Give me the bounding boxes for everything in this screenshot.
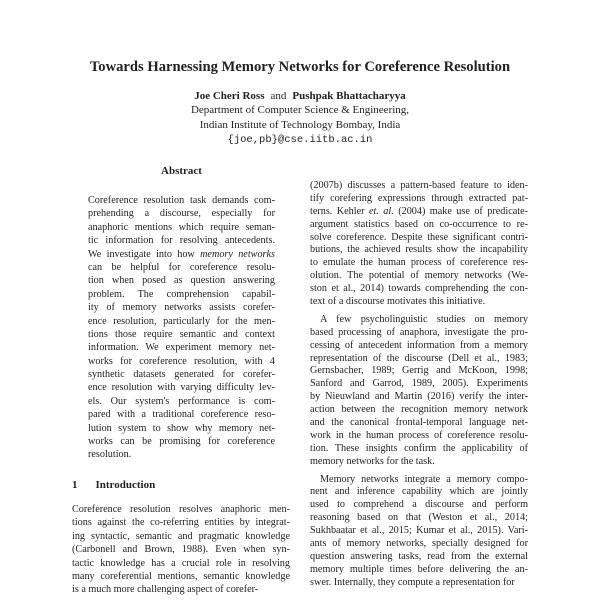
text-segment: can be helpful for coreference resolu- [88,261,275,273]
text-segment: question answering tasks, read from the external [310,550,528,562]
text-line [72,516,290,529]
text-segment: ston et al., 2014) towards comprehending the con- [310,283,528,295]
text-segment: butions, the achieved results show the incapability [310,244,528,256]
text-segment: Memory networks integrate a memory compo- [320,473,528,485]
text-segment: cessing of antecedent information from a memory [310,339,528,351]
text-line [72,503,290,516]
author-name: Joe Cheri Ross [194,90,265,102]
text-segment: A few psycholinguistic studies on memory [320,313,528,325]
text-line [88,274,275,287]
text-segment: Sukhbaatar et al., 2015; Kumar et al., 2015). Vari- [310,525,528,537]
section-number: 1 [72,479,78,491]
text-line [88,448,275,461]
text-line [88,341,275,354]
text-segment: memory networks for the task. [310,455,435,467]
text-line [88,301,275,314]
text-line [88,221,275,234]
text-line [88,368,275,381]
text-segment: lution system to show why memory net- [88,422,275,434]
text-line [310,365,528,378]
text-line [310,232,528,245]
text-segment: and the canonical frontal-temporal language net- [310,417,528,429]
text-segment: works for coreference resolution, with 4 [88,355,275,367]
text-segment: (2004) make use of predicate- [393,205,528,217]
text-line [88,355,275,368]
introduction-left-column [72,503,290,601]
affiliation-department: Department of Computer Science & Engineering, [190,104,410,116]
text-segment: memory multiple times before delivering the an- [310,563,528,575]
text-segment: used to comprehend a discourse and perform [310,499,528,511]
italic-text: memory networks [200,248,275,260]
text-segment: synthetic datasets generated for corefer- [88,369,275,381]
text-segment: terns. Kehler [310,205,369,217]
text-segment: ence resolution with varying difficulty lev- [88,382,275,394]
text-segment: pared with a traditional coreference reso- [88,409,275,421]
text-line [310,391,528,404]
text-line [310,257,528,270]
text-line [310,456,528,469]
italic-text: et. al. [368,205,394,217]
text-line [310,378,528,391]
text-segment: representation of the discourse (Dell et al., 1983; [310,352,528,364]
text-segment: We investigate into how [88,248,201,260]
text-line [88,408,275,421]
text-segment: by Nieuwland and Martin (2016) verify the inter- [310,391,528,403]
text-line [310,474,528,487]
text-line [72,557,290,570]
text-line [310,180,528,193]
text-segment: ing syntactic, semantic and pragmatic knowledge [72,530,290,542]
paper-title: Towards Harnessing Memory Networks for Coreference Resolution [89,59,511,75]
text-segment: argument statistics based on co-occurrence to re- [310,218,528,230]
author-name: Pushpak Bhattacharyya [292,90,406,102]
paragraph [72,503,290,597]
text-line [310,499,528,512]
text-line [310,314,528,327]
text-segment: ity of memory networks assists corefer- [88,302,275,314]
text-line [310,283,528,296]
section-heading-introduction [72,479,155,491]
text-segment: tion. These insights confirm the applicability of [310,442,528,454]
text-segment: action between the recognition memory network [310,404,528,416]
abstract-body [88,194,275,466]
text-line [88,288,275,301]
text-segment: Sanford and Garrod, 1989, 2005). Experiments [310,378,528,390]
text-segment: solve coreference. Despite these significant contri- [310,231,528,243]
authors [0,90,600,102]
text-line [310,353,528,366]
text-line [310,206,528,219]
text-line [88,234,275,247]
text-line [72,530,290,543]
text-line [310,525,528,538]
text-segment: work in the human process of coreference resolu- [310,429,528,441]
text-line [88,395,275,408]
text-line [310,486,528,499]
text-segment: anaphoric mentions which require seman- [88,221,275,233]
text-segment: tactic knowledge has a crucial role in resolving [72,557,290,569]
text-segment: swer. Internally, they compute a representation for [310,576,515,588]
text-segment: works can be promising for coreference [88,436,275,448]
text-segment: tion when posed as question answering [88,275,275,287]
text-line [88,422,275,435]
text-segment: Gernsbacher, 1989; Gerrig and McKoon, 1998; [310,365,528,377]
text-line [310,577,528,590]
text-line [310,404,528,417]
text-segment: Coreference resolution resolves anaphoric men- [72,504,290,515]
text-segment: many coreferential mentions, semantic knowledge [72,570,290,582]
text-line [310,193,528,206]
text-line [310,340,528,353]
text-line [310,430,528,443]
author-email: {joe,pb}@cse.iitb.ac.in [227,134,373,146]
section-title: Introduction [95,479,156,491]
text-segment: reasoning based on that (Weston et al., 2014; [310,512,528,524]
text-line [310,512,528,525]
text-line [310,270,528,283]
paragraph [88,194,275,462]
affiliation-institute: Indian Institute of Technology Bombay, India [199,119,401,131]
text-segment: tions against the co-referring entities by integrat- [72,517,290,529]
text-line [310,296,528,309]
text-line [310,538,528,551]
text-segment: els. Our system's performance is com- [88,395,275,407]
text-segment: ants of memory networks, specially designed for [310,538,528,550]
text-line [310,219,528,232]
paragraph [310,474,528,590]
text-line [88,315,275,328]
text-line [310,417,528,430]
text-segment: tions those require semantic and context [88,328,275,340]
text-segment: based processing of anaphora, investigate the pro- [310,326,528,338]
text-segment: prehending a discourse, especially for [88,208,275,220]
paragraph [310,180,528,309]
text-segment: nent and inference capability which are jointly [310,486,528,498]
text-segment: olution. The potential of memory networks (We- [310,270,528,282]
text-line [88,261,275,274]
text-line [310,244,528,257]
text-line [88,328,275,341]
text-line [310,551,528,564]
text-line [72,570,290,583]
text-segment: resolution. [88,449,132,461]
text-line [72,543,290,556]
text-segment: information. We experiment memory net- [88,342,275,354]
text-line [310,564,528,577]
paragraph [310,314,528,469]
text-segment: ence resolution, particularly for the men- [88,315,275,327]
text-segment: tify corefering expressions through extracted pat- [310,192,528,204]
text-segment: tic information for resolving antecedents. [88,235,275,247]
text-line [88,435,275,448]
text-segment: is a much more challenging aspect of corefer- [72,584,259,596]
text-segment: (2007b) discusses a pattern-based feature to iden- [310,180,528,191]
abstract-heading: Abstract [161,165,202,177]
text-segment: to emulate the human process of coreference res- [310,257,528,269]
author-separator: and [270,90,287,102]
text-line [88,194,275,207]
text-line [310,327,528,340]
text-segment: Coreference resolution task demands com- [88,195,275,206]
text-line [310,443,528,456]
text-segment: text of a discourse motivates this initiative. [310,296,486,308]
text-line [88,248,275,261]
text-line [88,381,275,394]
text-segment: problem. The comprehension capabil- [88,288,275,300]
text-segment: (Carbonell and Brown, 1988). Even when syn- [72,544,290,556]
text-line [72,583,290,596]
text-line [88,207,275,220]
right-column-text [310,180,528,595]
